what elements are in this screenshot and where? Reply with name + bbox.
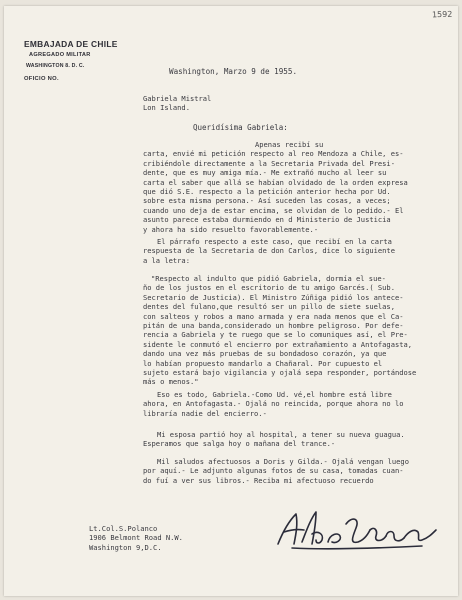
text-line: cribiéndole directamente a la Secretaria Privada del Presi-	[143, 158, 395, 168]
text-line: carta el saber que allá se habían olvidado de la orden expresa	[143, 177, 408, 187]
recipient-name: Gabriela Mistral	[143, 94, 212, 103]
letter-page	[4, 6, 458, 596]
text-line: pitán de una banda,considerado un hombre peligroso. Por defe-	[143, 321, 404, 331]
text-line: carta, envié mi petición respecto al reo Mendoza a Chile, es-	[143, 149, 404, 159]
text-line: dando una vez más pruebas de su bondadoso corazón, ya que	[143, 349, 387, 359]
text-line: sujeto estará bajo vigilancia y ojalá sepa responder, portándose	[143, 368, 417, 378]
text-line: libraría nadie del encierro.-	[143, 408, 267, 418]
letterhead-city: WASHINGTON 8. D. C.	[26, 63, 85, 69]
salutation: Queridísima Gabriela:	[193, 123, 288, 132]
sender-address-block	[89, 524, 183, 552]
text-line: que dió S.E. respecto a la petición anterior hecha por Ud.	[143, 187, 391, 197]
text-line: Apenas recibí su	[255, 140, 324, 149]
text-line: Mil saludos afectuosos a Doris y Gilda.- Ojalá vengan luego	[157, 457, 409, 466]
text-line: lo habían propuesto mandarlo a Chañaral. Por cupuesto el	[143, 358, 383, 368]
recipient-place: Lon Island.	[143, 103, 190, 113]
text-line: dentes del fulano,que resultó ser un pillo de siete suelas,	[143, 302, 395, 312]
text-line: ño de los justos en el escritorio de tu amigo Garcés.( Sub.	[143, 283, 395, 293]
paragraph-1	[143, 140, 408, 234]
text-line: y ahora ha sido resuelto favorablemente.-	[143, 224, 319, 234]
letter-date: Washington, Marzo 9 de 1955.	[169, 67, 298, 76]
recipient-block	[143, 94, 211, 113]
text-line: cuando uno deja de estar encima, se olvidan de lo pedido.- El	[143, 205, 404, 215]
text-line: Secretario de Justicia). El Ministro Zúñiga pidió los antece-	[143, 292, 404, 302]
text-line: a la letra:	[143, 255, 190, 265]
text-line: ahora, en Antofagasta.- Ojalá no reincida, porque ahora no lo	[143, 399, 404, 409]
paragraph-4	[143, 430, 405, 449]
text-line: El párrafo respecto a este caso, que recibí en la carta	[157, 237, 392, 246]
text-line: Eso es todo, Gabriela.-Como Ud. vé,el hombre está libre	[157, 390, 392, 399]
sender-street: 1906 Belmont Road N.W.	[89, 533, 183, 543]
text-line: Esperamos que salga hoy o mañana del trance.-	[143, 439, 336, 449]
sender-name: Lt.Col.S.Polanco	[89, 524, 158, 533]
quoted-passage	[143, 274, 416, 387]
text-line: sidente le conmutó el encierro por extrañamiento a Antofagasta,	[143, 339, 413, 349]
text-line: asunto parece estaba durmiendo en d Ministerio de Justicia	[143, 215, 391, 225]
archive-reference-number: 1592	[431, 9, 453, 20]
letterhead-office: AGREGADO MILITAR	[29, 52, 91, 58]
text-line: "Respecto al indulto que pidió Gabriela, dormía el sue-	[151, 274, 386, 283]
text-line: rencia a Gabriela y te ruego que se lo comuniques así, el Pre-	[143, 330, 408, 340]
text-line: dente, que es muy amiga mía.- Me extrañó mucho al leer su	[143, 168, 387, 178]
text-line: más o menos."	[143, 377, 199, 387]
text-line: sobre esta misma persona.- Así suceden las cosas, a veces;	[143, 196, 391, 206]
text-line: do fuí a ver sus libros.- Reciba mi afectuoso recuerdo	[143, 475, 374, 485]
text-line: Mi esposa partió hoy al hospital, a tener su nueva guagua.	[157, 430, 405, 439]
letterhead-embassy: EMBAJADA DE CHILE	[24, 39, 118, 49]
sender-city: Washington 9,D.C.	[89, 542, 162, 552]
text-line: por aquí.- Le adjunto algunas fotos de su casa, tomadas cuan-	[143, 466, 404, 476]
paragraph-2	[143, 237, 395, 265]
text-line: respuesta de la Secretaria de don Carlos, dice lo siguiente	[143, 246, 395, 256]
handwritten-signature	[272, 504, 442, 552]
letterhead-oficio: OFICIO NO.	[24, 76, 59, 82]
paragraph-3	[143, 390, 404, 418]
paragraph-5	[143, 457, 409, 485]
text-line: con salteos y robos a mano armada y era nada menos que el Ca-	[143, 311, 404, 321]
